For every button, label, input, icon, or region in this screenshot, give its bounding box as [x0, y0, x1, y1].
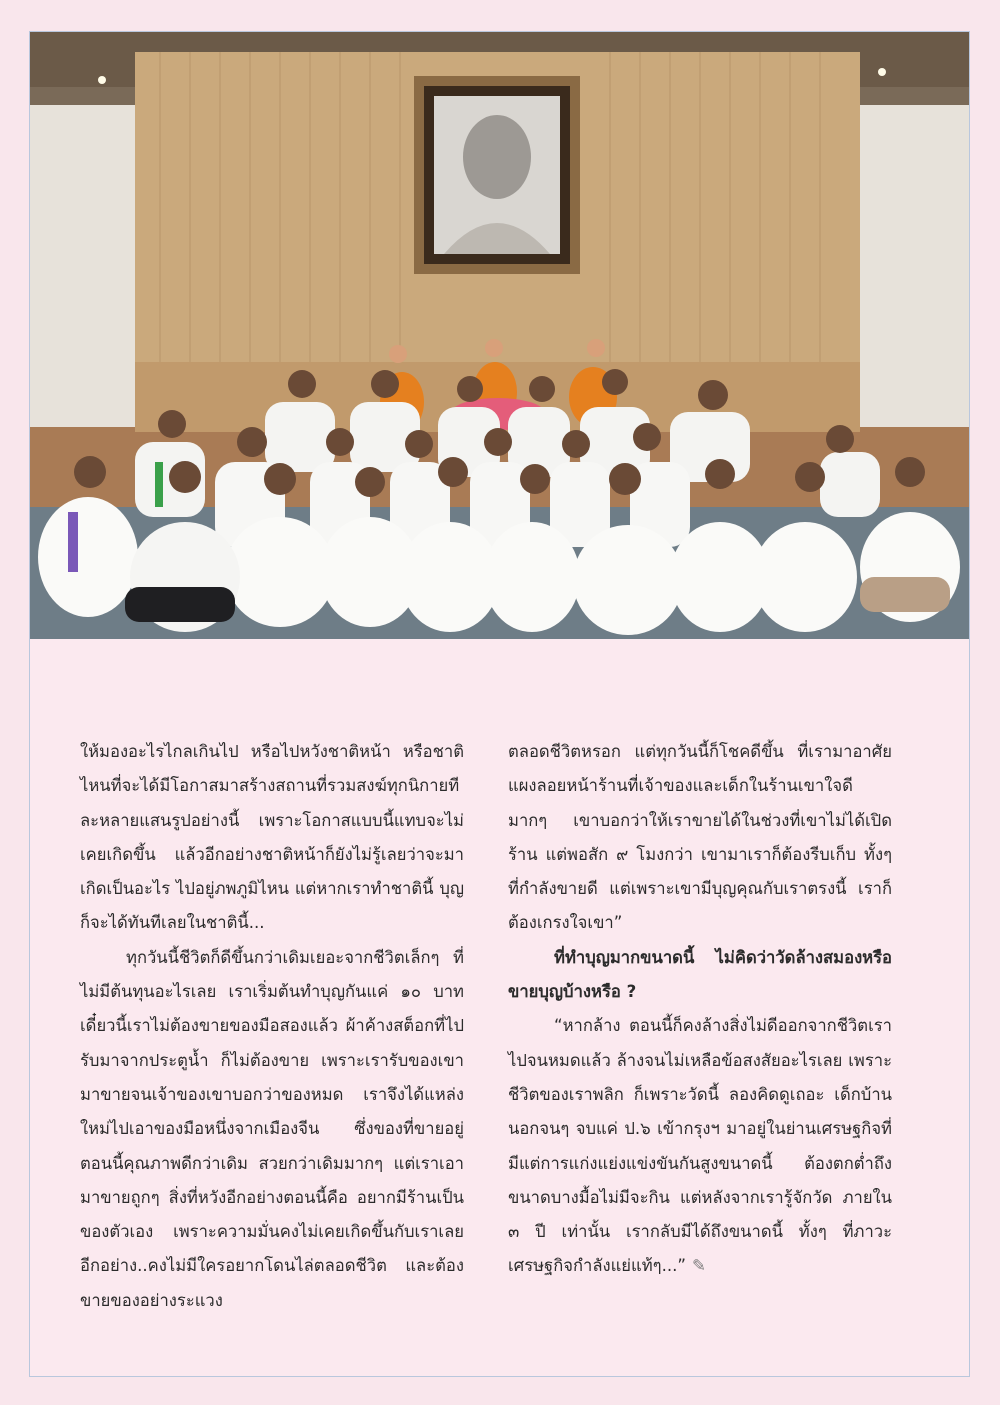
group-photo: [30, 32, 969, 639]
group-photo-image: [30, 32, 969, 639]
right-paragraph-1: ตลอดชีวิตหรอก แต่ทุกวันนี้ก็โชคดีขึ้น ที่เรามาอาศัยแผงลอยหน้าร้านที่เจ้าของและเด็กในร้านเขาใจดีมากๆ เขาบอกว่าให้เราขายได้ในช่วงที่เขาไม่ได้เปิดร้าน แต่พอสัก ๙ โมงกว่า เขามาเราก็ต้องรีบเก็บ ทั้งๆ ที่กำลังขายดี แต่เพราะเขามีบุญคุณกับเราตรงนี้ เราก็ต้องเกรงใจเขา”: [508, 742, 892, 933]
right-column: [508, 735, 892, 1284]
right-paragraph-2: [508, 1009, 892, 1283]
left-paragraph-2: ทุกวันนี้ชีวิตก็ดีขึ้นกว่าเดิมเยอะจากชีวิตเล็กๆ ที่ไม่มีต้นทุนอะไรเลย เราเริ่มต้นทำบุญกันแค่ ๑๐ บาท เดี๋ยวนี้เราไม่ต้องขายของมือสองแล้ว ผ้าค้างสต็อกที่ไปรับมาจากประตูน้ำ ก็ไม่ต้องขาย เพราะเรารับของเขามาขายจนเจ้าของเขาบอกว่าของหมด เราจึงได้แหล่งใหม่ไปเอาของมือหนึ่งจากเมืองจีน ซึ่งของที่ขายอยู่ตอนนี้คุณภาพดีกว่าเดิม สวยกว่าเดิมมากๆ แต่เราเอามาขายถูกๆ สิ่งที่หวังอีกอย่างตอนนี้คือ อยากมีร้านเป็นของตัวเอง เพราะความมั่นคงไม่เคยเกิดขึ้นกับเราเลย อีกอย่าง..คงไม่มีใครอยากโดนไล่ตลอดชีวิต และต้องขายของอย่างระแวง: [80, 947, 464, 1310]
right-paragraph-2-text: “หากล้าง ตอนนี้ก็คงล้างสิ่งไม่ดีออกจากชีวิตเราไปจนหมดแล้ว ล้างจนไม่เหลือข้อสงสัยอะไรเลย เพราะชีวิตของเราพลิก ก็เพราะวัดนี้ ลองคิดดูเถอะ เด็กบ้านนอกจนๆ จบแค่ ป.๖ เข้ากรุงฯ มาอยู่ในย่านเศรษฐกิจที่มีแต่การแก่งแย่งแข่งขันกันสูงขนาดนี้ ต้องตกต่ำถึงขนาดบางมื้อไม่มีจะกิน แต่หลังจากเรารู้จักวัด ภายใน ๓ ปี เท่านั้น เรากลับมีได้ถึงขนาดนี้ ทั้งๆ ที่ภาวะเศรษฐกิจกำลังแย่แท้ๆ...”: [508, 1016, 892, 1276]
left-paragraph-1: ให้มองอะไรไกลเกินไป หรือไปหวังชาติหน้า หรือชาติไหนที่จะได้มีโอกาสมาสร้างสถานที่รวมสงฆ์ทุกนิกายทีละหลายแสนรูปอย่างนี้ เพราะโอกาสแบบนี้แทบจะไม่เคยเกิดขึ้น แล้วอีกอย่างชาติหน้าก็ยังไม่รู้เลยว่าจะมาเกิดเป็นอะไร ไปอยู่ภพภูมิไหน แต่หากเราทำชาตินี้ บุญก็จะได้ทันทีเลยในชาตินี้...: [80, 742, 464, 933]
left-column: [80, 735, 464, 1318]
leaf-end-mark-icon: ✎: [692, 1256, 706, 1276]
interview-question: ที่ทำบุญมากขนาดนี้ ไม่คิดว่าวัดล้างสมองหรือขายบุญบ้างหรือ ?: [508, 947, 892, 1002]
